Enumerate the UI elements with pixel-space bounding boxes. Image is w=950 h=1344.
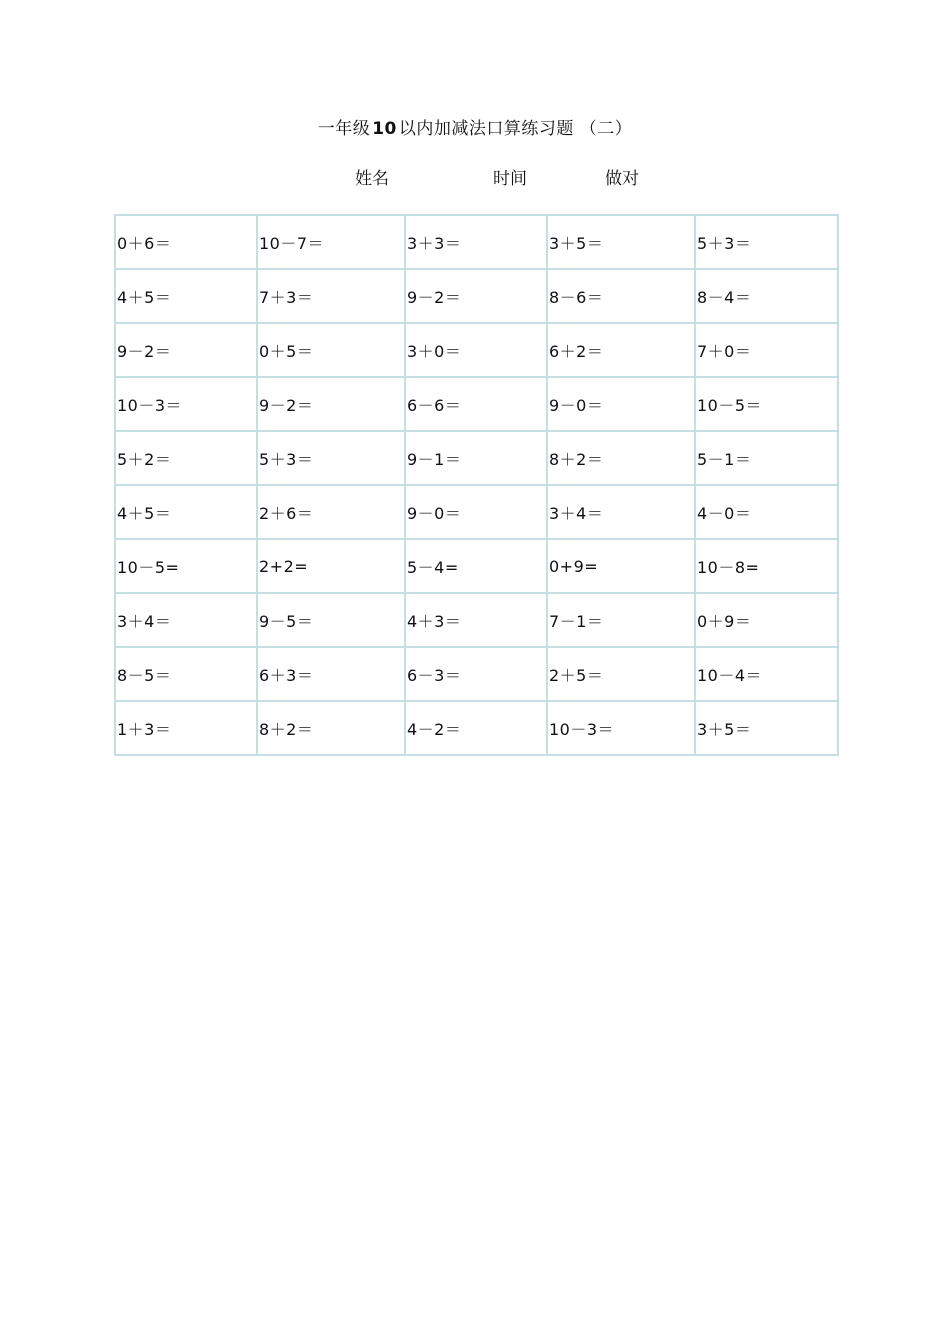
problem-cell: 10－3＝ <box>115 377 257 431</box>
problem-cell: 3＋5＝ <box>695 701 838 755</box>
problem-table-body <box>115 215 838 755</box>
problem-cell: 6－3＝ <box>405 647 547 701</box>
problem-cell: 7－1＝ <box>547 593 695 647</box>
problem-cell: 8－4＝ <box>695 269 838 323</box>
table-row <box>115 377 838 431</box>
problem-cell: 8－6＝ <box>547 269 695 323</box>
problem-cell: 1＋3＝ <box>115 701 257 755</box>
problem-cell: 10－3＝ <box>547 701 695 755</box>
table-row <box>115 647 838 701</box>
problem-cell: 3＋0＝ <box>405 323 547 377</box>
table-row <box>115 431 838 485</box>
problem-cell: 9－0＝ <box>405 485 547 539</box>
problem-cell: 8－5＝ <box>115 647 257 701</box>
table-row <box>115 593 838 647</box>
problem-cell: 8＋2＝ <box>547 431 695 485</box>
problem-cell: 4＋5＝ <box>115 485 257 539</box>
problem-cell: 3＋4＝ <box>547 485 695 539</box>
problem-cell: 4－0＝ <box>695 485 838 539</box>
title-prefix: 一年级 <box>317 119 371 139</box>
problem-cell: 6－6＝ <box>405 377 547 431</box>
table-row <box>115 701 838 755</box>
problem-cell: 3＋3＝ <box>405 215 547 269</box>
problem-cell: 5－4= <box>405 539 547 593</box>
problem-cell: 6＋2＝ <box>547 323 695 377</box>
correct-label: 做对 <box>605 169 639 189</box>
time-label: 时间 <box>493 169 527 189</box>
table-row <box>115 485 838 539</box>
name-label: 姓名 <box>355 169 389 189</box>
problem-cell: 5＋3＝ <box>695 215 838 269</box>
table-row <box>115 215 838 269</box>
problem-cell: 10－8= <box>695 539 838 593</box>
problem-cell: 2＋6＝ <box>257 485 405 539</box>
problem-cell: 2＋5＝ <box>547 647 695 701</box>
title-number: 10 <box>372 119 397 139</box>
problem-table <box>114 214 839 756</box>
problem-cell: 10－7＝ <box>257 215 405 269</box>
worksheet-title <box>0 114 950 139</box>
table-row <box>115 269 838 323</box>
problem-cell: 10－5= <box>115 539 257 593</box>
problem-cell: 9－2＝ <box>115 323 257 377</box>
problem-cell: 7＋3＝ <box>257 269 405 323</box>
problem-cell: 7＋0＝ <box>695 323 838 377</box>
problem-cell: 2+2= <box>257 539 405 593</box>
problem-cell: 10－5＝ <box>695 377 838 431</box>
problem-cell: 4＋5＝ <box>115 269 257 323</box>
problem-cell: 3＋5＝ <box>547 215 695 269</box>
problem-cell: 4－2＝ <box>405 701 547 755</box>
problem-cell: 9－1＝ <box>405 431 547 485</box>
problem-cell: 5－1＝ <box>695 431 838 485</box>
problem-cell: 0+9= <box>547 539 695 593</box>
problem-cell: 0＋9＝ <box>695 593 838 647</box>
problem-cell: 9－2＝ <box>257 377 405 431</box>
problem-cell: 9－2＝ <box>405 269 547 323</box>
problem-cell: 6＋3＝ <box>257 647 405 701</box>
table-row <box>115 539 838 593</box>
problem-cell: 0＋5＝ <box>257 323 405 377</box>
problem-cell: 8＋2＝ <box>257 701 405 755</box>
problem-cell: 5＋2＝ <box>115 431 257 485</box>
table-row <box>115 323 838 377</box>
problem-cell: 0＋6＝ <box>115 215 257 269</box>
title-suffix: 以内加减法口算练习题 （二） <box>398 119 633 139</box>
problem-cell: 9－5＝ <box>257 593 405 647</box>
problem-cell: 9－0＝ <box>547 377 695 431</box>
problem-cell: 4＋3＝ <box>405 593 547 647</box>
problem-cell: 3＋4＝ <box>115 593 257 647</box>
problem-cell: 10－4＝ <box>695 647 838 701</box>
problem-cell: 5＋3＝ <box>257 431 405 485</box>
